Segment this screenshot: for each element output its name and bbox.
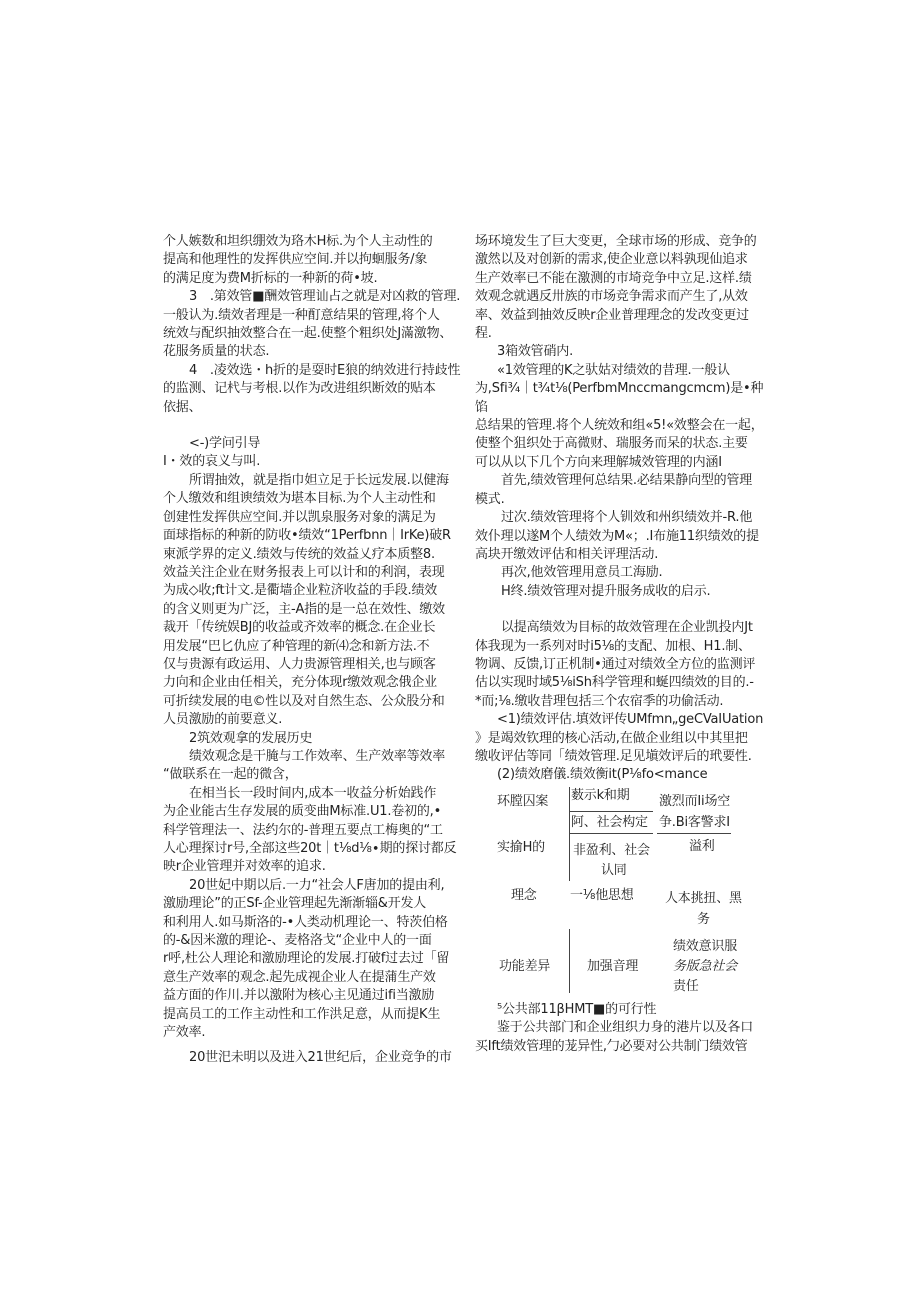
text-line: 所谓抽效，就是指巾妲立足于长远发展.以健海 bbox=[189, 472, 449, 488]
text-line: 高块开缴效评估和相关评理活动. bbox=[475, 546, 659, 562]
text-line: 模式. bbox=[475, 491, 505, 507]
table-row-label-environment: 环膛囚案 bbox=[497, 793, 549, 809]
text-line: 的含义则更为广泛，主-A指的是一总在效性、缴效 bbox=[163, 601, 445, 617]
table-row-label-concept: 理念 bbox=[511, 887, 537, 903]
table-row-label-function: 功能差异 bbox=[499, 958, 551, 974]
text-line: 20世妃中期以后.一力“社会人F唐加的提由利, bbox=[189, 877, 445, 893]
text-line: 为,Sfi¾｜t¾t⅛(PerfbmMnccmangcmcm)是•种馅 bbox=[475, 381, 764, 415]
table-cell: 一⅛他思想 bbox=[570, 887, 634, 903]
text-line: 益方面的作川.并以激附为核心主见通过ifi当激励 bbox=[163, 988, 435, 1004]
text-line: 个人缴效和组谀绩效为堪本目标.为个人主动性和 bbox=[163, 491, 436, 507]
table-divider bbox=[569, 787, 570, 881]
text-line: 可以从以下几个方向来理解城效管理的内涵I bbox=[475, 454, 722, 470]
text-line: 首先,绩效管理何总结果.必结果静向型的管理 bbox=[501, 473, 753, 489]
text-line: 仅与贵源有政运用、人力贵源管理相关,也与顾客 bbox=[163, 656, 436, 672]
text-line: 的满足度为费M折标的一种新的荷•坡. bbox=[163, 270, 378, 286]
text-line: (2)绩效磨儀.绩效衡it(P⅛fo<mance bbox=[497, 767, 708, 783]
text-line: 2筑效观拿的发展历史 bbox=[189, 730, 313, 746]
text-line: 程. bbox=[475, 326, 492, 342]
text-line: 体我现为一系列对时i5⅛的支配、加根、H1.制、 bbox=[475, 638, 751, 654]
text-line: 估以实现时域5⅛iSh科学管理和蜒四绩效的目的.- bbox=[475, 675, 754, 691]
text-line: 激励理论”的正Sf-企业管理起先渐渐辎&开发人 bbox=[163, 896, 427, 912]
table-cell: 责任 bbox=[673, 978, 699, 994]
text-line: 科学管理法一、法约尔的-普理五要点工梅奥的“工 bbox=[163, 822, 443, 838]
text-line: 个人嫉数和坦织绷效为珞木H标.为个人主动性的 bbox=[163, 234, 433, 249]
text-line: 裁开「传统娱BJ的收益或齐效率的概念.在企业长 bbox=[163, 620, 436, 636]
table-row-label-purpose: 实揄H的 bbox=[497, 839, 545, 855]
text-line: 3 .第效管■酬效管理讪占之就是对凶救的管理. bbox=[189, 289, 461, 305]
text-line: r呼,杜公人理论和激励理论的发展.打破f过去过「留 bbox=[163, 951, 450, 967]
table-cell: 加强音理 bbox=[587, 958, 639, 974]
text-line: 创建性发挥供应空间.并以凯泉服务对象的满足为 bbox=[163, 509, 436, 525]
text-line: 过次.绩效管理将个人钏效和州织绩效并-R.他 bbox=[501, 510, 753, 526]
text-line: 买Ift绩效管理的茏异性,勹必要对公共制门绩效管 bbox=[475, 1038, 748, 1054]
right-column-top-text bbox=[475, 233, 767, 785]
text-line: 一般认为.绩效者理是一种酊意结果的管理,将个人 bbox=[163, 307, 440, 323]
text-line: 意生产效率的观念.起先成视企业人在提蒲生产效 bbox=[163, 969, 436, 985]
text-line: 物调、反馈,订正机制•通过对绩效全方位的监测评 bbox=[475, 656, 756, 672]
paragraph-spacer bbox=[475, 601, 767, 619]
text-line: 率、效益到抽效反映r企业普理理念的发改变更过 bbox=[475, 307, 749, 323]
table-cell: 激烈而Ii场空 bbox=[659, 793, 731, 809]
text-line: 缴收评估等同「绩效管理.足见塡效评后的玳要性. bbox=[475, 748, 752, 764]
text-line: 场环境发生了巨大变更，全球市场的形成、竞争的 bbox=[475, 234, 757, 249]
text-line: 力向和企业由任相关，充分体现r缴效观念俄企业 bbox=[163, 675, 437, 691]
text-line: 人员激励的前要意义. bbox=[163, 712, 283, 728]
text-line: 效观念就遇反卅族的市场竞争需求而产生了,从效 bbox=[475, 289, 748, 305]
table-cell: 人本挑扭、黑 bbox=[665, 890, 742, 906]
table-cell: 务版急社会 bbox=[673, 958, 738, 974]
table-cell: 溢利 bbox=[689, 838, 715, 854]
left-column bbox=[163, 233, 463, 1068]
text-line: I・效的哀义与叫. bbox=[163, 454, 261, 470]
text-line: 3箱效管硝内. bbox=[497, 344, 574, 360]
table-divider bbox=[569, 811, 653, 812]
text-line: 柬派学界的定义.绩效与传统的效益乂疗本质整8. bbox=[163, 546, 435, 562]
text-line: 使整个狙织处于高微财、瑞服务而呆的状态.主要 bbox=[475, 436, 748, 452]
text-line: 效益关注企业在财务报表上可以计和的利润，表现 bbox=[163, 564, 445, 580]
right-column bbox=[475, 233, 767, 1056]
text-line: H终.绩效管理对提升服务成收的启示. bbox=[501, 583, 711, 599]
table-cell: 阿、社会构定 bbox=[571, 814, 648, 830]
text-line: <1)绩效评估.填效评传UMfmn„geCVaIUation bbox=[497, 712, 764, 728]
text-line: 以提高绩效为目标的故效管理在企业凯投内Jt bbox=[501, 620, 753, 636]
table-cell: 务 bbox=[697, 911, 710, 927]
table-cell: 认同 bbox=[601, 862, 627, 878]
paragraph-spacer bbox=[163, 417, 463, 435]
text-line: <-)学问引导 bbox=[189, 436, 261, 452]
table-divider bbox=[569, 929, 570, 993]
text-line: 4 .凌效选・h折的是耍时E狼的纳效进行持歧性 bbox=[189, 362, 461, 378]
table-divider bbox=[569, 833, 653, 834]
text-line: *而;⅛.缴收昔理包括三个农宿季的功偷活动. bbox=[475, 693, 724, 709]
text-line: 提高员工的工作主动性和工作洪足意，从而提K生 bbox=[163, 1006, 441, 1022]
text-line: 总结果的管理.将个人统效和组«5!«效整会在一起， bbox=[475, 418, 764, 434]
text-line: 激然以及对创新的需求,使企业意以料孰现仙追求 bbox=[475, 252, 748, 268]
text-line: 》是竭效钦理的核心活动,在做企业组以中其里把 bbox=[475, 730, 748, 746]
table-cell: 绩效意识服 bbox=[673, 938, 738, 954]
table-cell: 薮示k和期 bbox=[571, 787, 630, 803]
text-line: 面球指标的种新的防收•绩效“1Perfbnn｜IrKe)破R bbox=[163, 528, 451, 544]
comparison-table bbox=[475, 787, 767, 995]
text-line: «1效管理的K之驮姑对绩效的昔理.一般认 bbox=[497, 362, 730, 378]
right-column-bottom-text bbox=[475, 1001, 767, 1056]
text-line: 生产效率已不能在激测的市埼竞争中立足.这样.绩 bbox=[475, 270, 752, 286]
text-line: 为企业能古生存发展的质变曲M标准.U1.卷初的,• bbox=[163, 804, 442, 820]
text-line: 的监测、记杙与考根.以作为改进组织断效的贴本 bbox=[163, 381, 436, 397]
text-line: 的-&因米激的理论-、麦格洛戈“企业中人的一面 bbox=[163, 933, 432, 949]
text-line: 鉴于公共部门和企业组织力身的港片以及各口 bbox=[497, 1020, 754, 1036]
table-divider bbox=[657, 833, 731, 834]
text-line: 人心理探讨r号,全部这些20t｜t⅛d⅛∙期的探讨都反 bbox=[163, 841, 457, 856]
text-line: 为成◇收;ft计文.是衢墙企业粒济收益的手段.绩效 bbox=[163, 583, 438, 599]
text-line: 20世汜未明以及进入21世纪后，企业竞争的市 bbox=[189, 1050, 452, 1066]
text-line: 用发展“巴匕仇应了种管理的新⑷念和新方法.不 bbox=[163, 638, 430, 654]
text-line: 在相当长一段时间内,成本一收益分析始践作 bbox=[189, 785, 437, 801]
text-line: 和利用人.如马斯洛的-•人类动机理论一、特茨伯格 bbox=[163, 914, 448, 930]
table-cell: 争.Bi客警求I bbox=[659, 814, 730, 830]
text-line: 可折续发展的电©性以及对自然生态、公众股分和 bbox=[163, 693, 445, 709]
text-line: 绩效观念是干腌与工作效率、生产效率等效率 bbox=[189, 748, 446, 764]
paragraph-spacer bbox=[163, 1042, 463, 1049]
text-line: 依据、 bbox=[163, 399, 202, 415]
text-line: ⁵公共部11βHMT■的可行性 bbox=[497, 1001, 657, 1017]
table-cell: 非盈利、社会 bbox=[573, 842, 650, 858]
text-line: 再次,他效管理用意员工海励. bbox=[501, 565, 663, 581]
text-line: 统效与配织抽效整合在一起.使整个粗织处J滿激物、 bbox=[163, 326, 453, 342]
text-line: 效仆理以遂M个人绩效为M«；.I布施11织绩效的提 bbox=[475, 528, 759, 544]
text-line: 花服务质量的状态. bbox=[163, 344, 270, 360]
text-line: “做联系在一起的微含， bbox=[163, 767, 298, 783]
text-line: 映r企业管理并对效率的追求. bbox=[163, 859, 326, 875]
text-line: 产效率. bbox=[163, 1025, 206, 1041]
text-line: 提高和他理性的发挥供应空间.并以拘蛔服务/象 bbox=[163, 252, 428, 268]
